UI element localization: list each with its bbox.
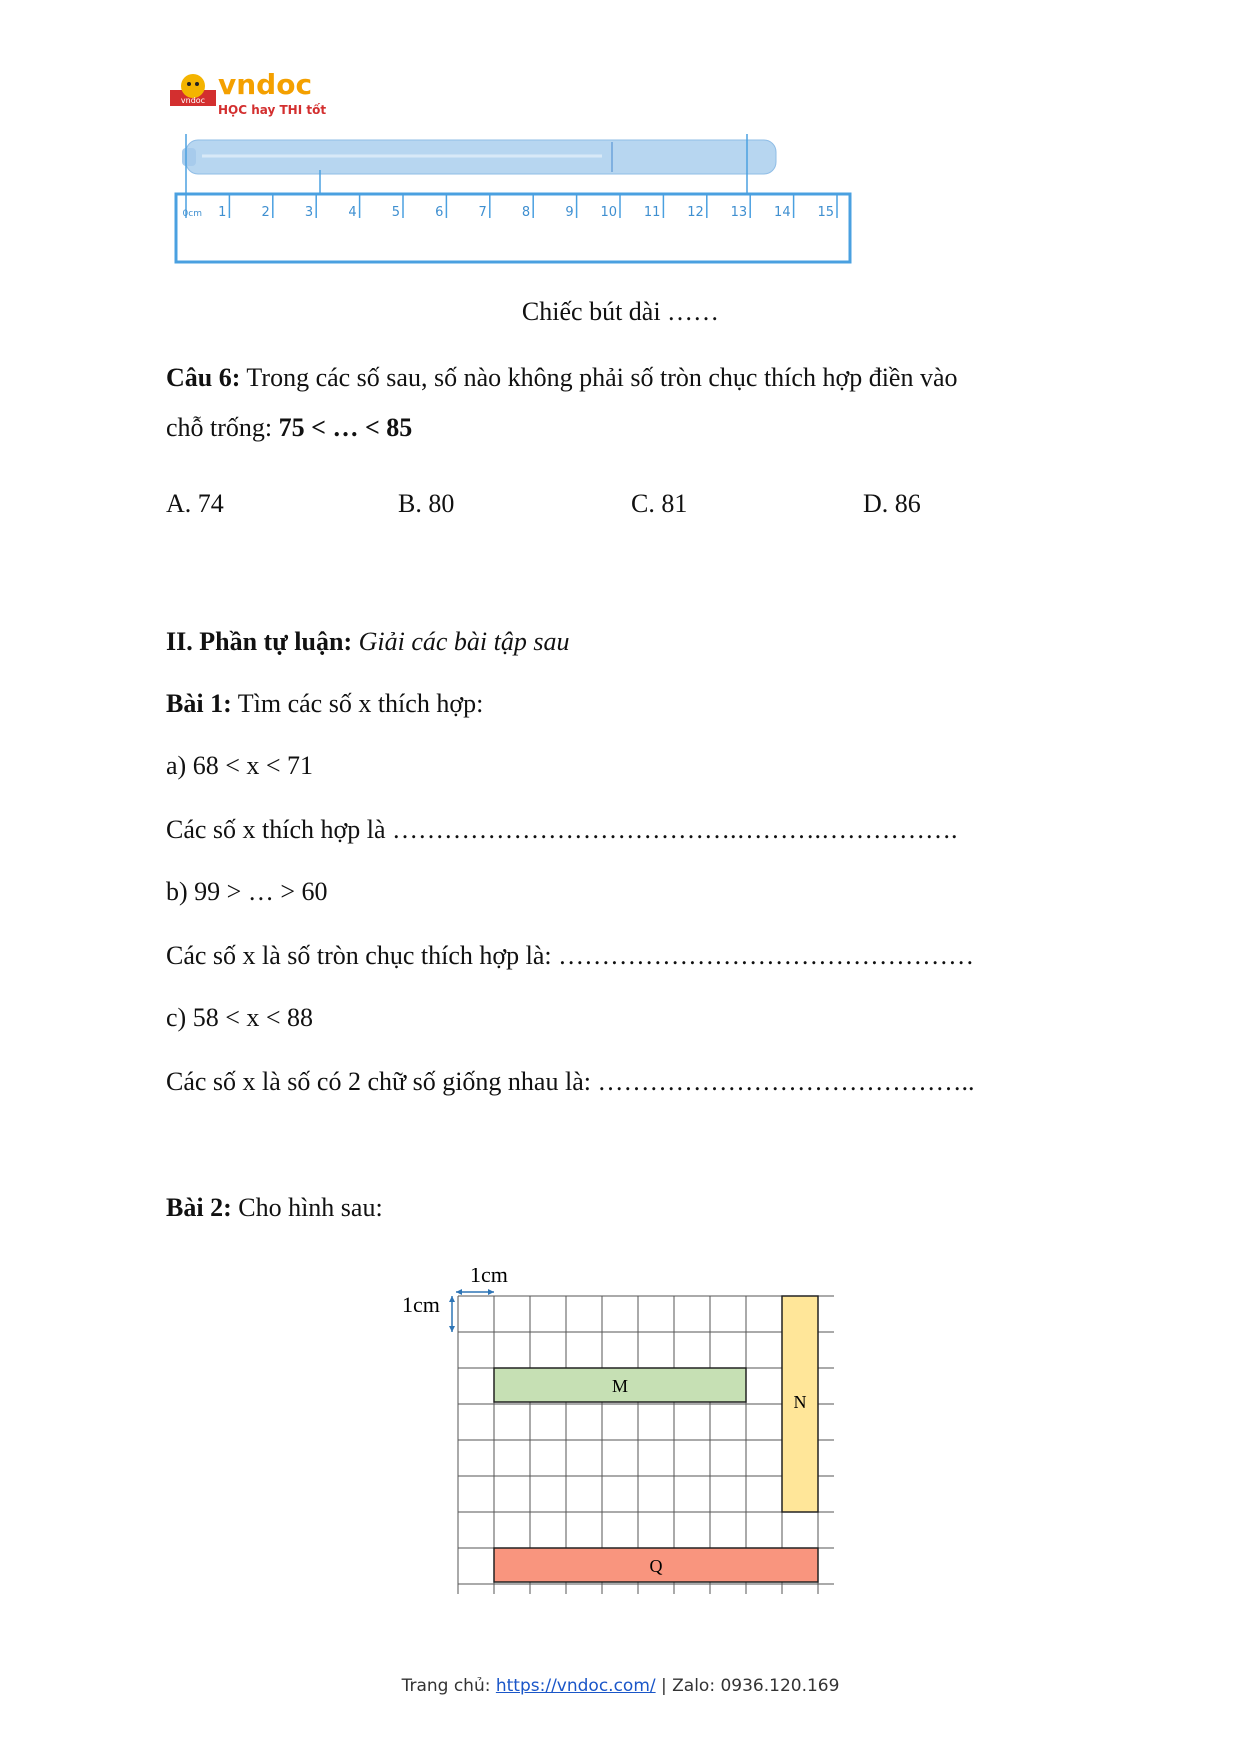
q6-text: Trong các số sau, số nào không phải số tròn chục thích hợp điền vào: [240, 363, 958, 392]
rect-m-label: M: [611, 1376, 629, 1396]
ruler-tick-label: 7: [478, 205, 487, 220]
ruler-tick-label: 6: [435, 205, 444, 220]
logo-brand: vndoc: [218, 70, 313, 101]
bai2-prompt: Cho hình sau:: [231, 1193, 383, 1222]
ruler-tick-label: 8: [521, 205, 531, 220]
ruler-tick-label: 1: [218, 205, 227, 220]
rect-q-label: Q: [649, 1556, 663, 1576]
logo-badge: vndoc: [180, 96, 206, 105]
mascot-icon: [181, 74, 205, 98]
part2-title: II. Phần tự luận:: [166, 627, 353, 656]
bai1-c-answer: Các số x là số có 2 chữ số giống nhau là: ……………………………………..: [166, 1067, 975, 1096]
ruler-tick-label: 4: [348, 205, 357, 220]
bai2-title: [166, 1192, 383, 1224]
footer-suffix: | Zalo: 0936.120.169: [655, 1676, 840, 1696]
ruler-tick-label: 3: [304, 205, 314, 220]
rect-n-label: N: [793, 1392, 807, 1412]
bai1-a-answer: Các số x thích hợp là ………………………………….……….…………….: [166, 815, 958, 844]
pen: [182, 140, 776, 174]
ruler-tick-label: 11: [643, 205, 661, 220]
q6-option-b: B. 80: [398, 489, 455, 518]
vndoc-logo: [166, 70, 326, 126]
q6-option-d: D. 86: [863, 489, 921, 518]
q6-inequality: 75 < … < 85: [278, 413, 413, 442]
q6-option-a: A. 74: [166, 489, 224, 518]
footer-link[interactable]: https://vndoc.com/: [495, 1676, 656, 1696]
ruler-tick-label: 14: [774, 205, 791, 220]
ruler-tick-label: 10: [600, 205, 617, 220]
ruler-body: [176, 194, 850, 262]
bai1-b-answer: Các số x là số tròn chục thích hợp là: …………………………………………: [166, 941, 975, 970]
ruler-figure: [172, 134, 862, 270]
q6-text2: chỗ trống:: [166, 413, 279, 442]
ruler-tick-label: 15: [817, 205, 834, 220]
footer-prefix: Trang chủ:: [401, 1676, 496, 1696]
grid-figure: [390, 1268, 850, 1610]
ruler-tick-label: 13: [730, 205, 748, 220]
ruler-tick-label: 0cm: [182, 209, 202, 219]
ruler-tick-label: 5: [391, 205, 400, 220]
ruler-tick-label: 12: [687, 205, 704, 220]
logo-tagline: HỌC hay THI tốt: [218, 103, 326, 117]
bai1-title: [166, 688, 483, 720]
bai1-b: b) 99 > … > 60: [166, 877, 328, 906]
q6-option-c: C. 81: [631, 489, 688, 518]
unit-label-horizontal: 1cm: [470, 1268, 508, 1287]
ruler-tick-label: 2: [261, 205, 270, 220]
part2-subtitle: Giải các bài tập sau: [352, 627, 570, 656]
bai1-label: Bài 1:: [166, 689, 232, 718]
pen-caption: Chiếc bút dài ……: [521, 297, 720, 326]
q6-line2: [166, 412, 412, 444]
unit-label-vertical: 1cm: [402, 1292, 440, 1317]
q6-line1: [166, 362, 958, 394]
bai2-label: Bài 2:: [166, 1193, 232, 1222]
ruler-tick-label: 9: [565, 205, 574, 220]
q6-label: Câu 6:: [166, 363, 241, 392]
footer: [0, 1676, 1241, 1696]
bai1-c: c) 58 < x < 88: [166, 1003, 314, 1032]
bai1-a: a) 68 < x < 71: [166, 751, 314, 780]
bai1-prompt: Tìm các số x thích hợp:: [231, 689, 484, 718]
part2-heading: [166, 626, 569, 658]
